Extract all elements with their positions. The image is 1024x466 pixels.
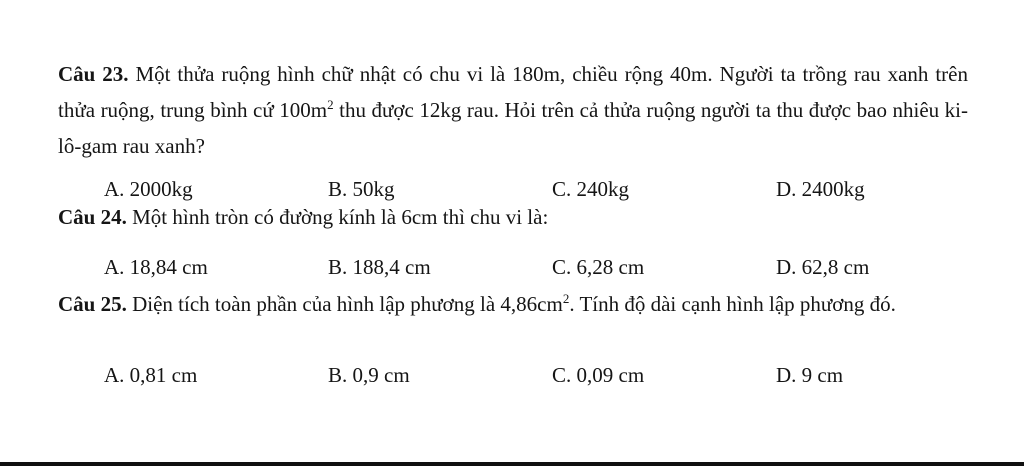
- question-23-choice-d: D. 2400kg: [776, 177, 865, 201]
- question-25-choice-b: B. 0,9 cm: [328, 363, 410, 387]
- question-23-text-part1: Một thửa ruộng hình chữ nhật có chu vi là 180m, chiều rộng 40m. Người ta trồng rau xanh trên thửa ruộng, trung bình cứ 100m: [58, 62, 968, 122]
- question-24-choice-d: D. 62,8 cm: [776, 255, 870, 279]
- question-24-text: Một hình tròn có đường kính là 6cm thì chu vi là:: [126, 205, 549, 229]
- question-25-text-part1: Diện tích toàn phần của hình lập phương là 4,86cm: [126, 292, 563, 316]
- question-23-label: Câu 23.: [58, 62, 129, 86]
- question-23-choice-a: A. 2000kg: [104, 177, 193, 201]
- question-24-choice-b: B. 188,4 cm: [328, 255, 431, 279]
- question-25-choices: [0, 360, 1024, 390]
- question-24-choice-c: C. 6,28 cm: [552, 255, 645, 279]
- question-24: [58, 199, 968, 235]
- question-25-label: Câu 25.: [58, 292, 127, 316]
- question-23-choice-b: B. 50kg: [328, 177, 395, 201]
- question-24-choices: [0, 252, 1024, 282]
- question-25-text-part2: . Tính độ dài cạnh hình lập phương đó.: [569, 292, 896, 316]
- question-23: [58, 56, 968, 164]
- question-24-label: Câu 24.: [58, 205, 127, 229]
- question-23-superscript: 2: [327, 97, 334, 112]
- bottom-divider: [0, 462, 1024, 466]
- question-25-choice-a: A. 0,81 cm: [104, 363, 198, 387]
- question-23-text-part2: thu được 12kg rau. Hỏi trên cả thửa ruộng người ta thu được bao nhiêu ki-lô-gam rau xanh?: [58, 98, 969, 158]
- question-23-choice-c: C. 240kg: [552, 177, 630, 201]
- question-25-choice-c: C. 0,09 cm: [552, 363, 645, 387]
- question-25-superscript: 2: [562, 291, 570, 306]
- question-25: [58, 286, 968, 322]
- question-24-choice-a: A. 18,84 cm: [104, 255, 208, 279]
- question-25-choice-d: D. 9 cm: [776, 363, 844, 387]
